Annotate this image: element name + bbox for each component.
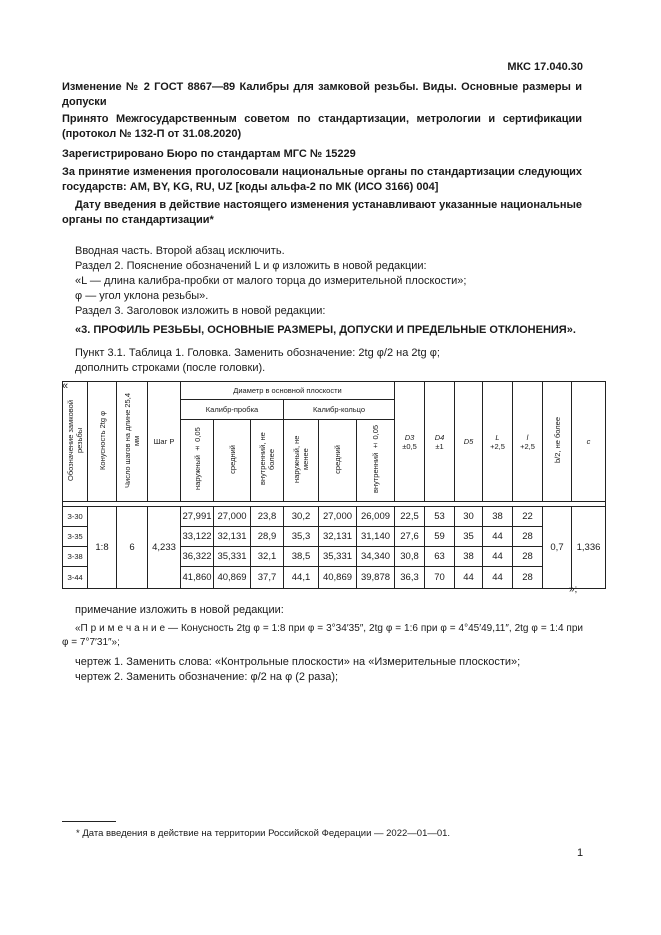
table-cell: 23,8 [251, 507, 284, 527]
table-cell: 26,009 [357, 507, 395, 527]
table-cell: 35,3 [284, 527, 319, 547]
table-cell: 41,860 [181, 567, 214, 589]
header-ring-mid: средний [319, 420, 357, 502]
header-D5: D5 [455, 382, 483, 502]
table-cell: 32,1 [251, 547, 284, 567]
table-cell: 27,991 [181, 507, 214, 527]
drawing-changes [75, 655, 585, 685]
page-number: 1 [577, 847, 584, 859]
paragraph-intro-part: Вводная часть. Второй абзац исключить. [75, 245, 285, 257]
table-cell: 28 [513, 547, 543, 567]
table-cell: 38,5 [284, 547, 319, 567]
open-quote: « [62, 380, 69, 392]
cell-designation: З-30 [63, 507, 88, 527]
cell-taper: 1:8 [88, 507, 117, 589]
paragraph-L-definition: «L — длина калибра-пробки от малого торца до измерительной плоскости»; [75, 275, 467, 287]
table-cell: 44,1 [284, 567, 319, 589]
table-cell: 28 [513, 527, 543, 547]
table-cell: 44 [483, 547, 513, 567]
section3-heading: «3. ПРОФИЛЬ РЕЗЬБЫ, ОСНОВНЫЕ РАЗМЕРЫ, ДОПУСКИ И ПРЕДЕЛЬНЫЕ ОТКЛОНЕНИЯ». [75, 324, 576, 336]
header-plug-outer: наружный ± 0,05 [181, 420, 214, 502]
cell-b2: 0,7 [543, 507, 572, 589]
table-cell: 35,331 [214, 547, 251, 567]
note-text: «П р и м е ч а н и е — Конусность 2tg φ = 1:8 при φ = 3°34′35″, 2tg φ = 1:6 при φ = 4°45′49,11″, 2tg φ = 1:4 при φ = 7°7′31″»; [62, 623, 583, 648]
paragraph-add-rows: дополнить строками (после головки). [75, 362, 266, 374]
table-cell: 36,3 [395, 567, 425, 589]
table-cell: 22,5 [395, 507, 425, 527]
header-plug-gauge: Калибр-пробка [181, 400, 284, 420]
table-cell: 44 [483, 527, 513, 547]
body-paragraphs [75, 244, 585, 319]
change-title: Изменение № 2 ГОСТ 8867—89 Калибры для замковой резьбы. Виды. Основные размеры и допуски [62, 81, 582, 108]
table-cell: 31,140 [357, 527, 395, 547]
table-cell: 40,869 [214, 567, 251, 589]
table-intro [75, 346, 585, 376]
header-taper: Конусность 2tg φ [88, 382, 117, 502]
header-c: c [572, 382, 606, 502]
paragraph-phi-definition: φ — угол уклона резьбы». [75, 290, 209, 302]
header-ring-gauge: Калибр-кольцо [284, 400, 395, 420]
close-quote: »; [569, 584, 578, 595]
voted-statement: За принятие изменения проголосовали национальные органы по стандартизации следующих государств: AM, BY, KG, RU, UZ [коды альфа-2 по МК (ИСО 3166) 004] [62, 166, 582, 193]
header-pitch: Шаг P [148, 382, 181, 502]
table-cell: 30 [455, 507, 483, 527]
table-row [63, 507, 606, 527]
table-cell: 38 [483, 507, 513, 527]
table-cell: 22 [513, 507, 543, 527]
classification-code: МКС 17.040.30 [507, 61, 583, 73]
paragraph-drawing2: чертеж 2. Заменить обозначение: φ/2 на φ (2 раза); [75, 671, 339, 683]
adopted-statement: Принято Межгосударственным советом по стандартизации, метрологии и сертификации (протокол № 132-П от 31.08.2020) [62, 113, 582, 140]
footnote: * Дата введения в действие на территории Российской Федерации — 2022—01—01. [76, 828, 451, 839]
table-cell: 36,322 [181, 547, 214, 567]
table-cell: 34,340 [357, 547, 395, 567]
cell-designation: З-35 [63, 527, 88, 547]
table-cell: 27,000 [319, 507, 357, 527]
header-diameter-group: Диаметр в основной плоскости [181, 382, 395, 400]
header-b2: b/2, не более [543, 382, 572, 502]
table-cell: 33,122 [181, 527, 214, 547]
table-cell: 38 [455, 547, 483, 567]
cell-pitch: 4,233 [148, 507, 181, 589]
thread-gauge-table [62, 381, 606, 589]
table-cell: 35,331 [319, 547, 357, 567]
table-cell: 37,7 [251, 567, 284, 589]
table-cell: 28,9 [251, 527, 284, 547]
header-ring-outer: наружный, не менее [284, 420, 319, 502]
registered-statement: Зарегистрировано Бюро по стандартам МГС № 15229 [62, 148, 356, 160]
header-designation: Обозначение замковой резьбы [63, 382, 88, 502]
table-cell: 35 [455, 527, 483, 547]
cell-c: 1,336 [572, 507, 606, 589]
cell-designation: З-44 [63, 567, 88, 589]
table-cell: 53 [425, 507, 455, 527]
header-plug-mid: средний [214, 420, 251, 502]
table-cell: 28 [513, 567, 543, 589]
table-cell: 27,000 [214, 507, 251, 527]
paragraph-drawing1: чертеж 1. Заменить слова: «Контрольные плоскости» на «Измерительные плоскости»; [75, 656, 521, 668]
table-cell: 27,6 [395, 527, 425, 547]
paragraph-note-intro: примечание изложить в новой редакции: [75, 604, 284, 616]
table-cell: 63 [425, 547, 455, 567]
header-D3: D3 ±0,5 [395, 382, 425, 502]
cell-threads: 6 [117, 507, 148, 589]
table-cell: 30,8 [395, 547, 425, 567]
header-plug-inner: внутренний, не более [251, 420, 284, 502]
cell-designation: З-38 [63, 547, 88, 567]
paragraph-section3: Раздел 3. Заголовок изложить в новой редакции: [75, 305, 326, 317]
paragraph-section2: Раздел 2. Пояснение обозначений L и φ изложить в новой редакции: [75, 260, 427, 272]
header-l: l +2,5 [513, 382, 543, 502]
table-cell: 32,131 [214, 527, 251, 547]
header-D4: D4 ±1 [425, 382, 455, 502]
table-cell: 44 [483, 567, 513, 589]
header-threads-per-length: Число шагов на длине 25,4 мм [117, 382, 148, 502]
footnote-rule [62, 821, 116, 822]
effective-date-statement: Дату введения в действие настоящего изменения устанавливают указанные национальные органы по стандартизации* [62, 199, 582, 226]
table-cell: 59 [425, 527, 455, 547]
table-cell: 40,869 [319, 567, 357, 589]
table-cell: 30,2 [284, 507, 319, 527]
table-cell: 39,878 [357, 567, 395, 589]
header-ring-inner: внутренний ± 0,05 [357, 420, 395, 502]
paragraph-table1: Пункт 3.1. Таблица 1. Головка. Заменить обозначение: 2tg φ/2 на 2tg φ; [75, 347, 440, 359]
table-cell: 44 [455, 567, 483, 589]
header-L: L +2,5 [483, 382, 513, 502]
table-cell: 70 [425, 567, 455, 589]
table-cell: 32,131 [319, 527, 357, 547]
